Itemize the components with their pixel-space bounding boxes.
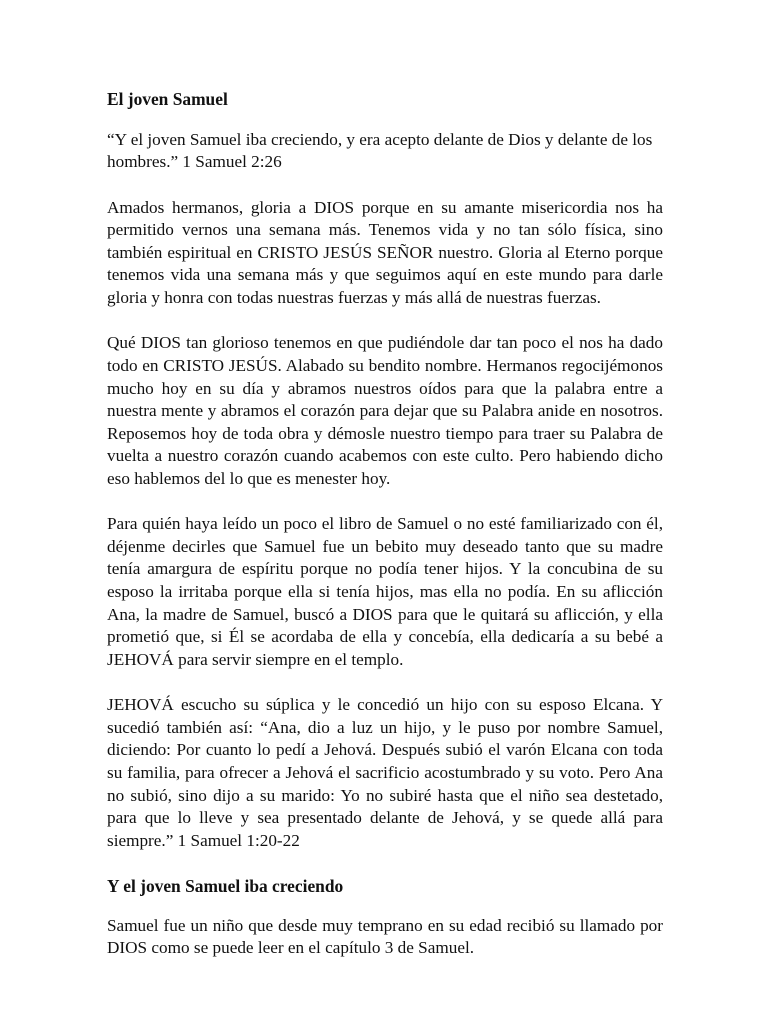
epigraph-quote: “Y el joven Samuel iba creciendo, y era acepto delante de Dios y delante de los hombres.” 1 Samuel 2:26 bbox=[107, 129, 653, 172]
section-heading: Y el joven Samuel iba creciendo bbox=[107, 876, 344, 897]
paragraph-greeting: Amados hermanos, gloria a DIOS porque en su amante misericordia nos ha permitido vernos una semana más. Tenemos vida y no tan sólo física, sino también espiritual en CRISTO JESÚS SEÑOR nuestro. Gloria al Eterno porque tenemos vida una semana más y que seguimos aquí en este mundo para darle gloria y honra con todas nuestras fuerzas y más allá de nuestras fuerzas. bbox=[107, 197, 663, 307]
paragraph-glorious-god: Qué DIOS tan glorioso tenemos en que pudiéndole dar tan poco el nos ha dado todo en CRISTO JESÚS. Alabado su bendito nombre. Hermanos regocijémonos mucho hoy en su día y abramos nuestros oídos para que la palabra entre a nuestra mente y abramos el corazón para dejar que su Palabra anide en nosotros. Reposemos hoy de toda obra y démosle nuestro tiempo para traer su Palabra de vuelta a nuestro corazón cuando acabemos con este culto. Pero habiendo dicho eso hablemos del lo que es menester hoy. bbox=[107, 333, 663, 488]
document-page bbox=[107, 88, 663, 983]
paragraph-jehova-answer: JEHOVÁ escucho su súplica y le concedió un hijo con su esposo Elcana. Y sucedió también así: “Ana, dio a luz un hijo, y le puso por nombre Samuel, diciendo: Por cuanto lo pedí a Jehová. Después subió el varón Elcana con toda su familia, para ofrecer a Jehová el sacrificio acostumbrado y su voto. Pero Ana no subió, sino dijo a su marido: Yo no subiré hasta que el niño sea destetado, para que lo lleve y sea presentado delante de Jehová, y se quede allá para siempre.” 1 Samuel 1:20-22 bbox=[107, 695, 663, 850]
document-title: El joven Samuel bbox=[107, 89, 228, 109]
paragraph-samuel-calling: Samuel fue un niño que desde muy temprano en su edad recibió su llamado por DIOS como se puede leer en el capítulo 3 de Samuel. bbox=[107, 915, 663, 958]
paragraph-samuel-background: Para quién haya leído un poco el libro de Samuel o no esté familiarizado con él, déjenme decirles que Samuel fue un bebito muy deseado tanto que su madre tenía amargura de espíritu porque no podía tener hijos. Y la concubina de su esposo la irritaba porque ella si tenía hijos, mas ella no podía. En su aflicción Ana, la madre de Samuel, buscó a DIOS para que le quitará su aflicción, y ella prometió que, si Él se acordaba de ella y concebía, ella dedicaría a su bebé a JEHOVÁ para servir siempre en el templo. bbox=[107, 514, 663, 669]
